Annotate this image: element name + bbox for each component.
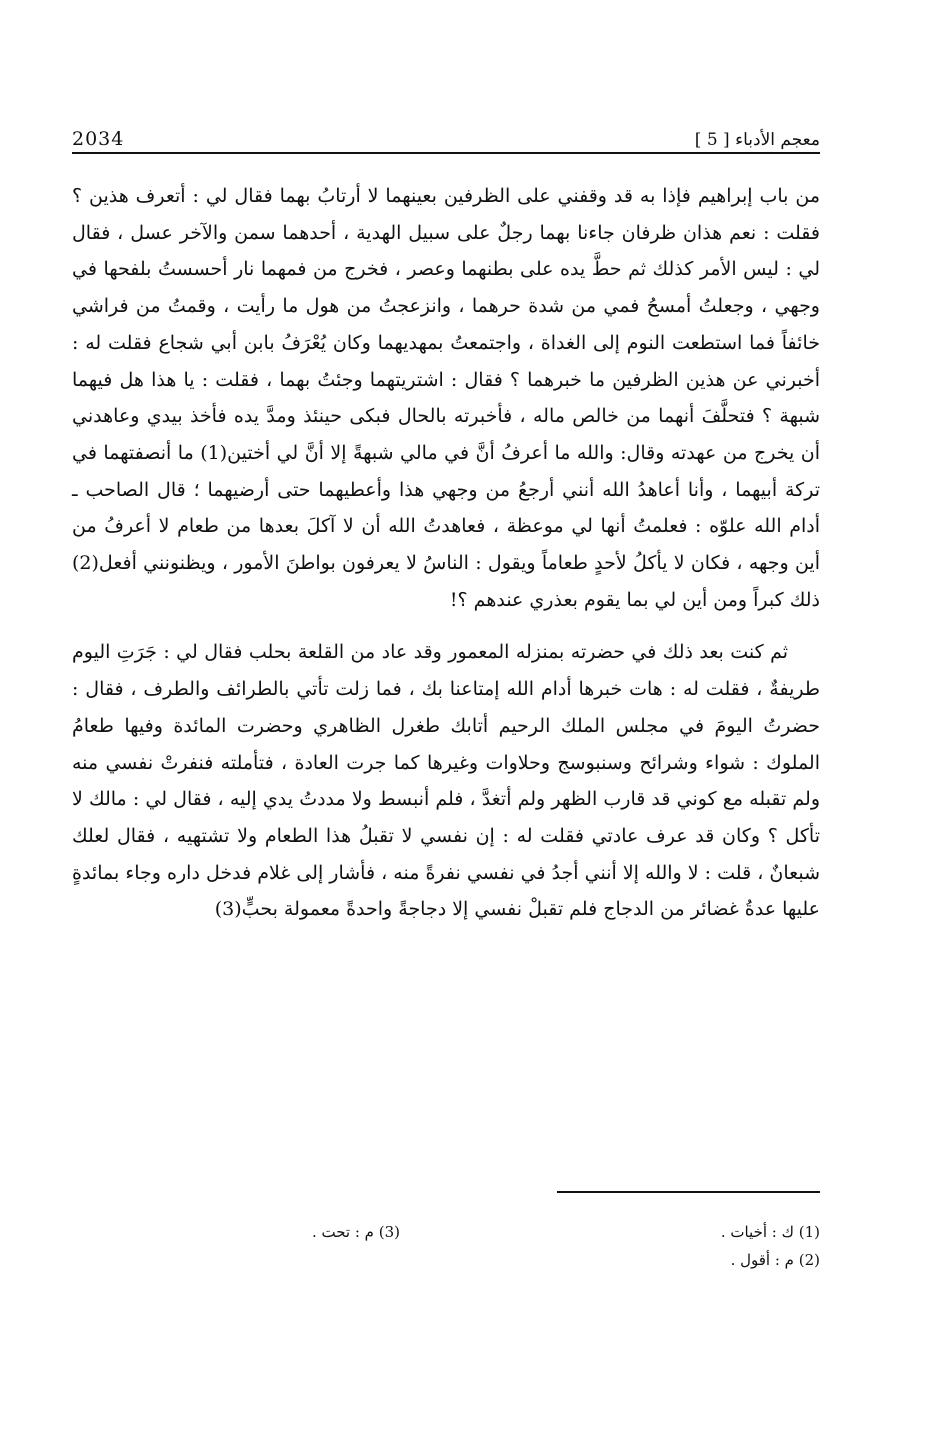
- paragraph: من باب إبراهيم فإذا به قد وقفني على الظرفين بعينهما لا أرتابُ بهما فقال لي : أتعرف هذين ؟ فقلت : نعم هذان ظرفان جاءنا بهما رجلٌ على سبيل الهدية ، أحدهما سمن والآخر عسل ، فقال لي : ليس الأمر كذلك ثم حطَّ يده على بطنهما وعصر ، فخرج من فمهما نار أحسستُ بلفحها في وجهي ، وجعلتُ أمسحُ فمي من شدة حرهما ، وانزعجتُ من هول ما رأيت ، وقمتُ من فراشي خائفاً فما استطعت النوم إلى الغداة ، واجتمعتُ بمهديهما وكان يُعْرَفُ بابن أبي شجاع فقلت له : أخبرني عن هذين الظرفين ما خبرهما ؟ فقال : اشتريتهما وجئتُ بهما ، فقلت : يا هذا هل فيهما شبهة ؟ فتحلَّفَ أنهما من خالص ماله ، فأخبرته بالحال فبكى حينئذ ومدَّ يده فأخذ بيدي وعاهدني أن يخرج من عهدته وقال: والله ما أعرفُ أنَّ في مالي شبهةً إلا أنَّ لي أختين(1) ما أنصفتهما في تركة أبيهما ، وأنا أعاهدُ الله أنني أرجعُ من وجهي هذا وأعطيهما حتى أرضيهما ؛ قال الصاحب ـ أدام الله علوّه : فعلمتُ أنها لي موعظة ، فعاهدتُ الله أن لا آكلَ بعدها من طعام لا أعرفُ من أين وجهه ، فكان لا يأكلُ لأحدٍ طعاماً ويقول : الناسُ لا يعرفون بواطنَ الأمور ، ويظنونني أفعل(2) ذلك كبراً ومن أين لي بما يقوم بعذري عندهم ؟!: [72, 185, 820, 611]
- footnote-3: (3) م : تحت .: [311, 1223, 400, 1241]
- footnote-1: (1) ك : أخيات .: [720, 1223, 820, 1241]
- paragraph: ثم كنت بعد ذلك في حضرته بمنزله المعمور وقد عاد من القلعة بحلب فقال لي : جَرَتِ اليوم طريفةٌ ، فقلت له : هات خبرها أدام الله إمتاعنا بك ، فما زلت تأتي بالطرائف والطرف ، فقال : حضرتُ اليومَ في مجلس الملك الرحيم أتابك طغرل الظاهري وحضرت المائدة وفيها طعامُ الملوك : شواء وشرائح وسنبوسج وحلاوات وغيرها كما جرت العادة ، فتأملته فنفرتْ نفسي منه ولم تقبله مع كوني قد قارب الظهر ولم أتغدَّ ، فلم أنبسط ولا مددتُ يدي إليه ، فقال لي : مالك لا تأكل ؟ وكان قد عرف عادتي فقلت له : إن نفسي لا تقبلُ هذا الطعام ولا تشتهيه ، فقال لعلك شبعانٌ ، قلت : لا والله إلا أنني أجدُ في نفسي نفرةً منه ، فأشار إلى غلام فدخل داره وجاء بمائدةٍ عليها عدةُ غضائر من الدجاج فلم تقبلْ نفسي إلا دجاجةً واحدةً معمولة بحبٍّ(3): [72, 641, 820, 921]
- footnotes: [72, 1218, 820, 1274]
- header-rule: [72, 152, 820, 154]
- running-title: معجم الأدباء [ 5 ]: [694, 130, 820, 150]
- footnote-row: [72, 1218, 820, 1246]
- footnote-row: [72, 1246, 820, 1274]
- footnote-rule: [557, 1191, 820, 1193]
- main-text: [72, 178, 820, 928]
- page-number: 2034: [72, 128, 125, 150]
- page-header: [72, 116, 820, 150]
- footnote-2: (2) م : أقول .: [730, 1251, 820, 1269]
